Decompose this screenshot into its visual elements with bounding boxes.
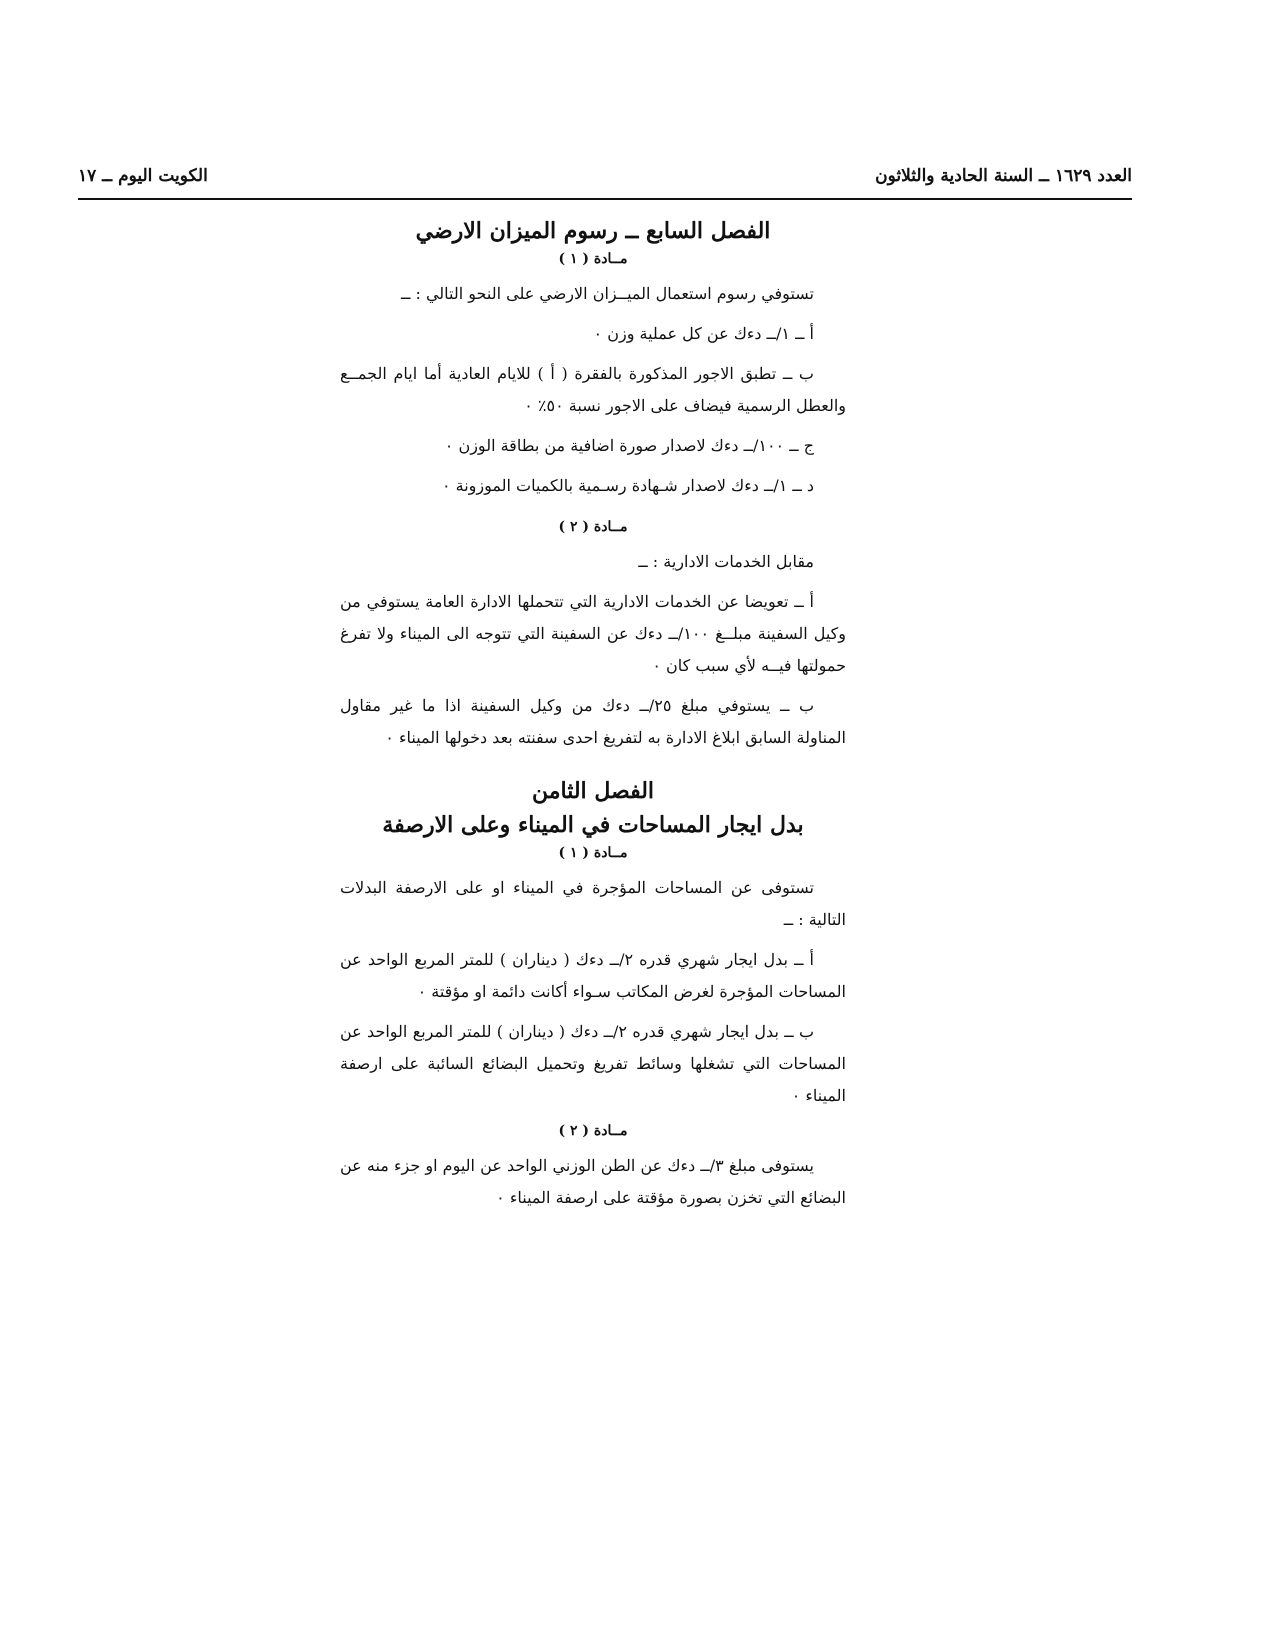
chapter-8-article-1-item-a: أ ــ بدل ايجار شهري قدره ٢/ــ دءك ( ديناران ) للمتر المربع الواحد عن المساحات المؤجرة لغرض المكاتب سـواء أكانت دائمة او مؤقتة ٠ [340, 950, 846, 1001]
chapter-7-article-2-intro: مقابل الخدمات الادارية : ــ [638, 552, 814, 571]
chapter-7-article-2-item-a: أ ــ تعويضا عن الخدمات الادارية التي تتحملها الادارة العامة يستوفي من وكيل السفينة مبلــغ ١٠٠/ــ دءك عن السفينة التي تتوجه الى الميناء ولا تفرغ حمولتها فيــه لأي سبب كان ٠ [340, 592, 846, 675]
chapter-8-article-1-item-b: ب ــ بدل ايجار شهري قدره ٢/ــ دءك ( ديناران ) للمتر المربع الواحد عن المساحات التي تشغلها وسائط تفريغ وتحميل البضائع السائبة على ارصفة الميناء ٠ [340, 1022, 847, 1105]
header-divider [78, 198, 1132, 200]
chapter-7-article-1-item-b: ب ــ تطبق الاجور المذكورة بالفقرة ( أ ) للايام العادية أما ايام الجمــع والعطل الرسمية فيضاف على الاجور نسبة ٥٠٪ ٠ [340, 364, 846, 415]
issue-info: العدد ١٦٢٩ ــ السنة الحادية والثلاثون [875, 166, 1132, 186]
chapter-8-title: الفصل الثامن [531, 778, 655, 804]
chapter-7-article-1-item-a: أ ــ ١/ــ دءك عن كل عملية وزن ٠ [593, 324, 814, 343]
chapter-8-subtitle: بدل ايجار المساحات في الميناء وعلى الارصفة [382, 812, 804, 838]
chapter-8-article-2-title: مــادة ( ٢ ) [558, 1123, 628, 1139]
chapter-7-article-2-item-b: ب ــ يستوفي مبلغ ٢٥/ــ دءك من وكيل السفينة اذا ما غير مقاول المناولة السابق ابلاغ الادارة به لتفريغ احدى سفنته بعد دخولها الميناء ٠ [340, 696, 846, 747]
chapter-7-article-1-item-d: د ــ ١/ــ دءك لاصدار شـهادة رسـمية بالكميات الموزونة ٠ [441, 476, 814, 495]
chapter-7-title: الفصل السابع ــ رسوم الميزان الارضي [415, 218, 771, 244]
chapter-7-article-2-title: مــادة ( ٢ ) [558, 519, 628, 535]
page-header [78, 158, 1132, 196]
chapter-8-article-2-text: يستوفى مبلغ ٣/ــ دءك عن الطن الوزني الواحد عن اليوم او جزء منه عن البضائع التي تخزن بصورة مؤقتة على ارصفة الميناء ٠ [340, 1156, 846, 1207]
chapter-7-article-1-title: مــادة ( ١ ) [558, 251, 628, 267]
chapter-7-article-1-item-c: ج ــ ١٠٠/ــ دءك لاصدار صورة اضافية من بطاقة الوزن ٠ [444, 436, 814, 455]
gazette-page-number: الكويت اليوم ــ ١٧ [78, 166, 208, 186]
chapter-7-article-1-intro: تستوفي رسوم استعمال الميــزان الارضي على النحو التالي : ــ [401, 284, 814, 303]
document-body [340, 214, 846, 1214]
chapter-8-article-1-title: مــادة ( ١ ) [558, 845, 628, 861]
chapter-8-article-1-intro: تستوفى عن المساحات المؤجرة في الميناء او على الارصفة البدلات التالية : ــ [340, 878, 846, 929]
